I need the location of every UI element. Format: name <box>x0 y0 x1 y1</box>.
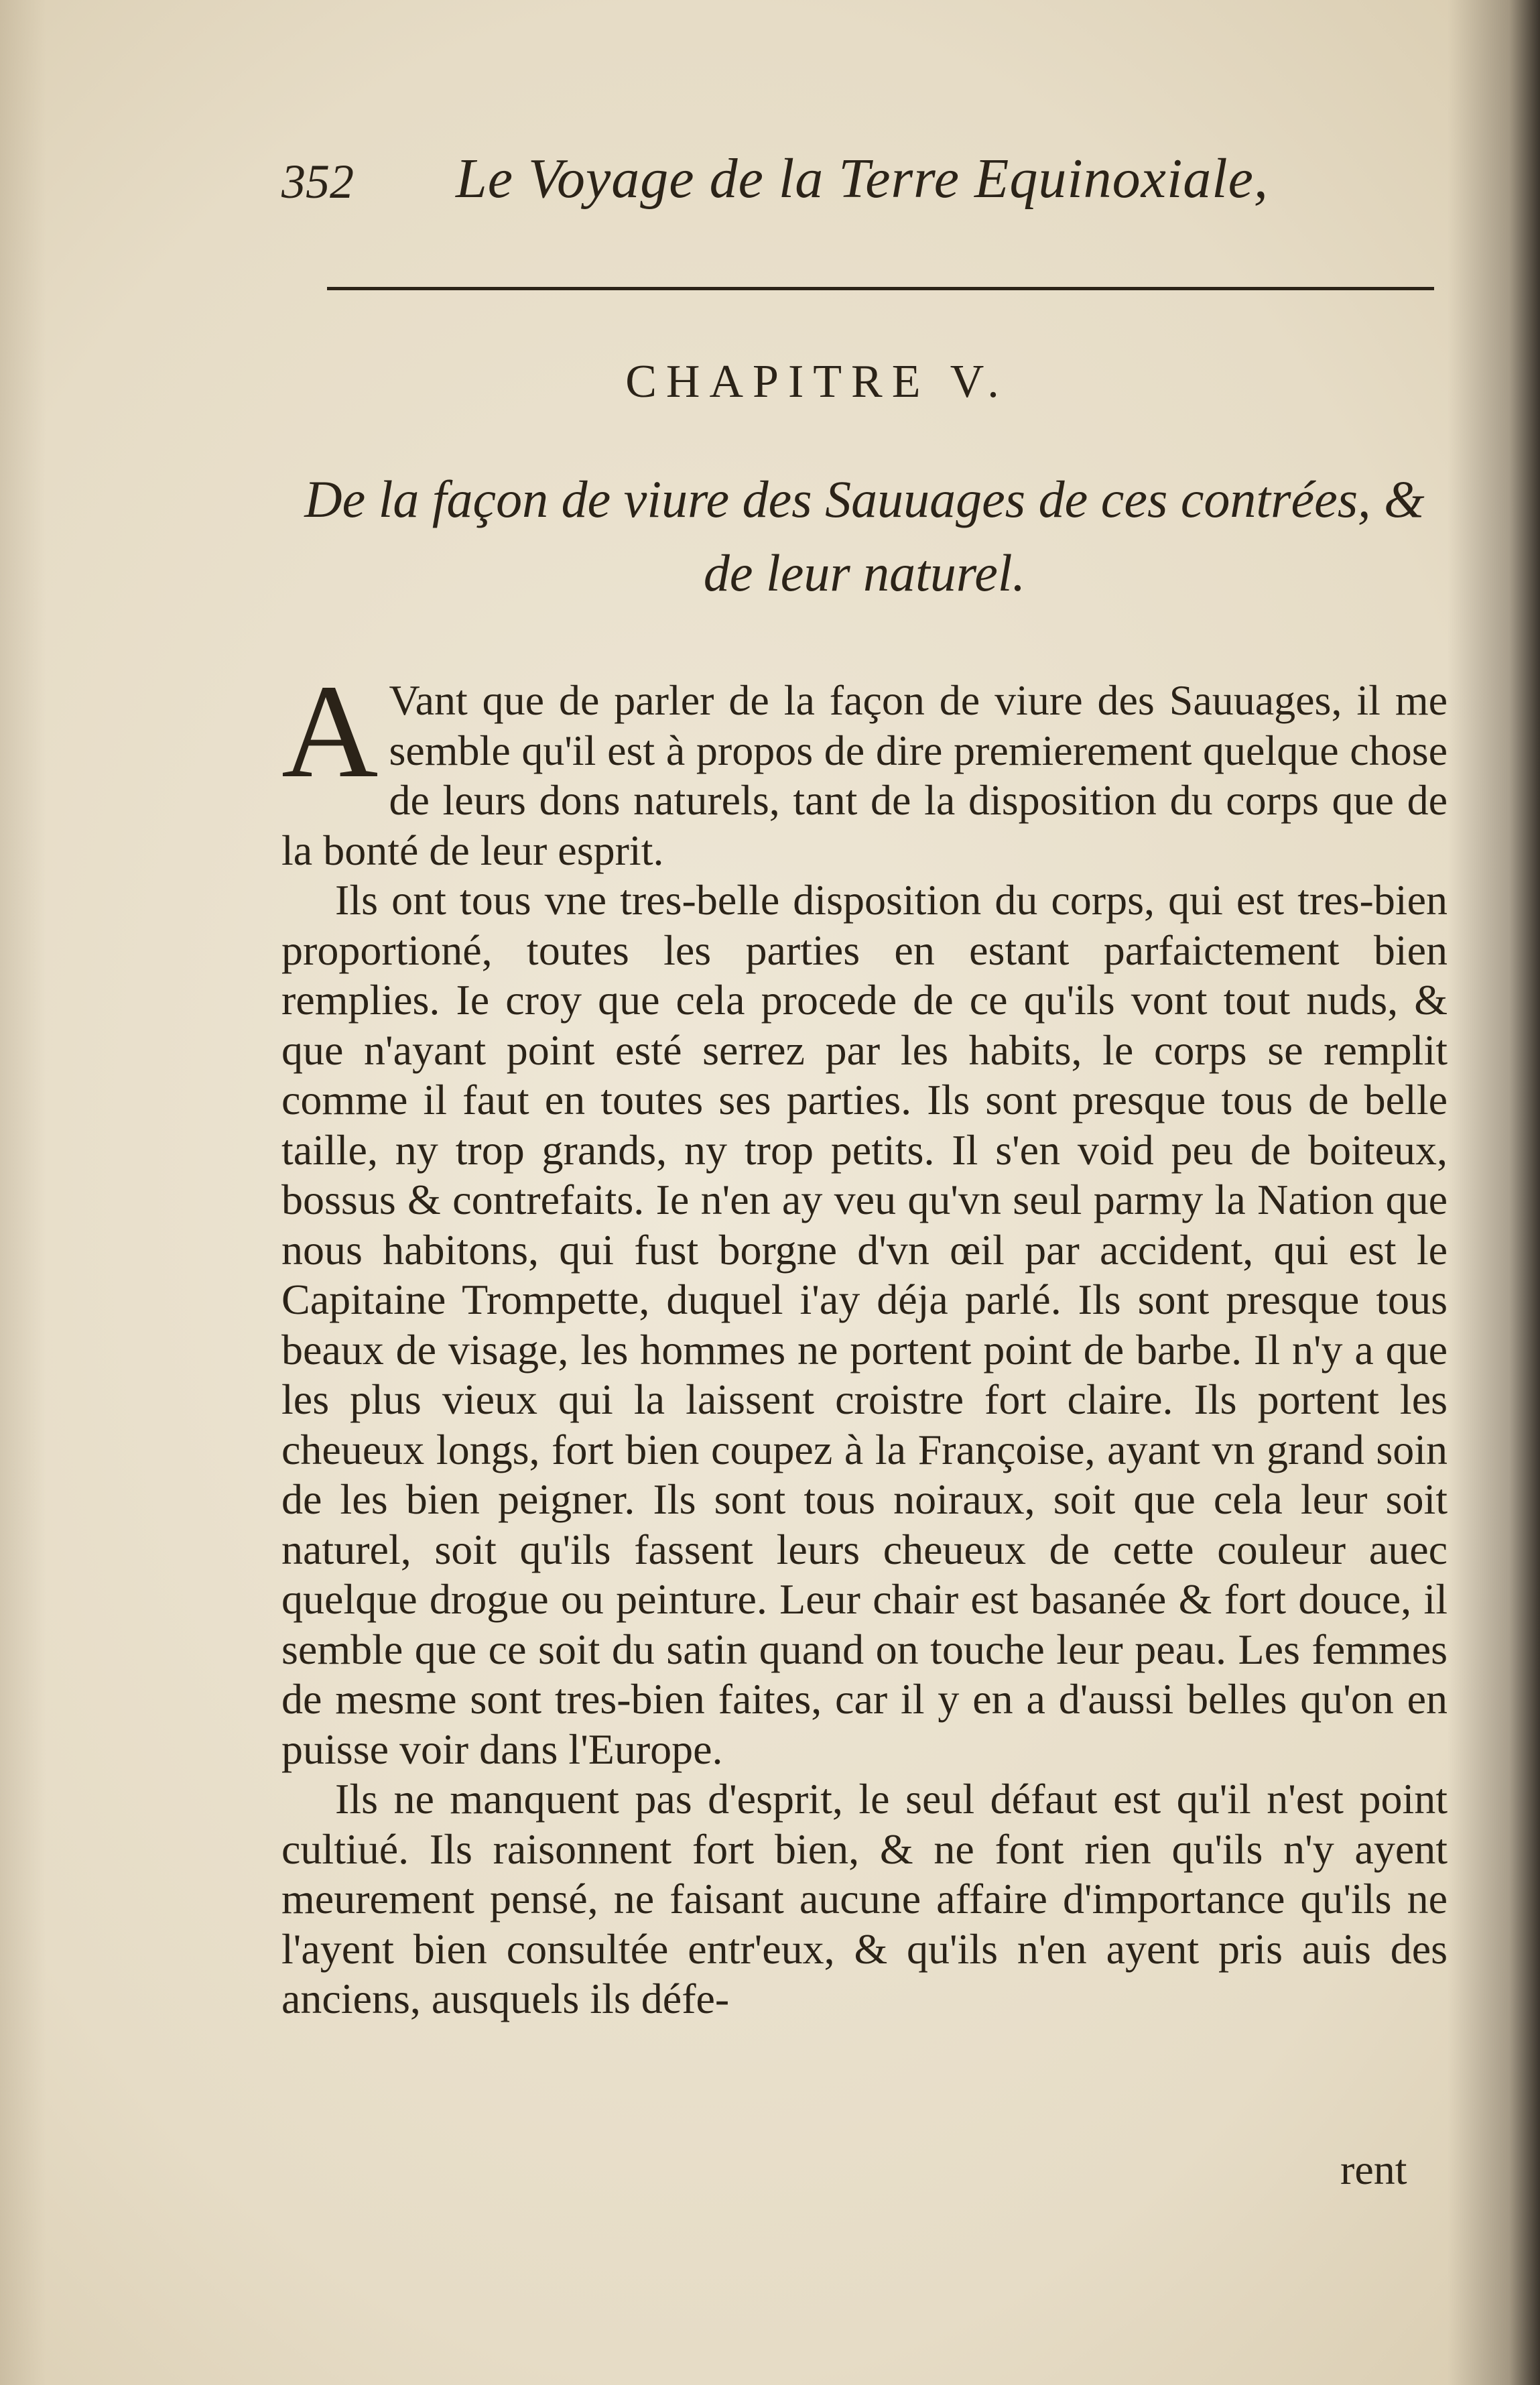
page-header <box>281 146 1354 210</box>
drop-cap: A <box>281 658 379 806</box>
paragraph-1-text: Vant que de parler de la façon de viure des Sauuages, il me semble qu'il est à propos de dire premierement quelque chose de leurs dons naturels, tant de la disposition du corps que de la bonté de leur esprit. <box>281 676 1448 874</box>
chapter-subtitle: De la façon de viure des Sauuages de ces contrées, & de leur naturel. <box>304 470 1425 602</box>
paragraph-3: Ils ne manquent pas d'esprit, le seul défaut est qu'il n'est point cultiué. Ils raisonnent fort bien, & ne font rien qu'ils n'y ayent meurement pensé, ne faisant aucune affaire d'importance qu'ils ne l'ayent bien consultée entr'eux, & qu'ils n'en ayent pris auis des anciens, ausquels ils défe- <box>281 1775 1448 2022</box>
running-title: Le Voyage de la Terre Equinoxiale, <box>456 147 1269 210</box>
paragraph-2: Ils ont tous vne tres-belle disposition du corps, qui est tres-bien proportioné, toutes les parties en estant parfaictement bien remplies. Ie croy que cela procede de ce qu'ils vont tout nuds, & que n'ayant point esté serrez par les habits, le corps se remplit comme il faut en toutes ses parties. Ils sont presque tous de belle taille, ny trop grands, ny trop petits. Il s'en void peu de boiteux, bossus & contrefaits. Ie n'en ay veu qu'vn seul parmy la Nation que nous habitons, qui fust borgne d'vn œil par accident, qui est le Capitaine Trompette, duquel i'ay déja parlé. Ils sont presque tous beaux de visage, les hommes ne portent point de barbe. Il n'y a que les plus vieux qui la laissent croistre fort claire. Ils portent les cheueux longs, fort bien coupez à la Françoise, ayant vn grand soin de les bien peigner. Ils sont tous noiraux, soit que cela leur soit naturel, soit qu'ils fassent leurs cheueux de cette couleur auec quelque drogue ou peinture. Leur chair est basanée & fort douce, il semble que ce soit du satin quand on touche leur peau. Les femmes de mesme sont tres-bien faites, car il y en a d'aussi belles qu'on en puisse voir dans l'Europe. <box>281 876 1448 1773</box>
header-rule <box>327 287 1434 290</box>
body-text <box>281 658 1448 2024</box>
chapter-title: CHAPITRE V. <box>625 356 1009 408</box>
paragraph-1 <box>281 658 1448 875</box>
catchword: rent <box>1340 2146 1407 2193</box>
page-number: 352 <box>281 155 354 208</box>
